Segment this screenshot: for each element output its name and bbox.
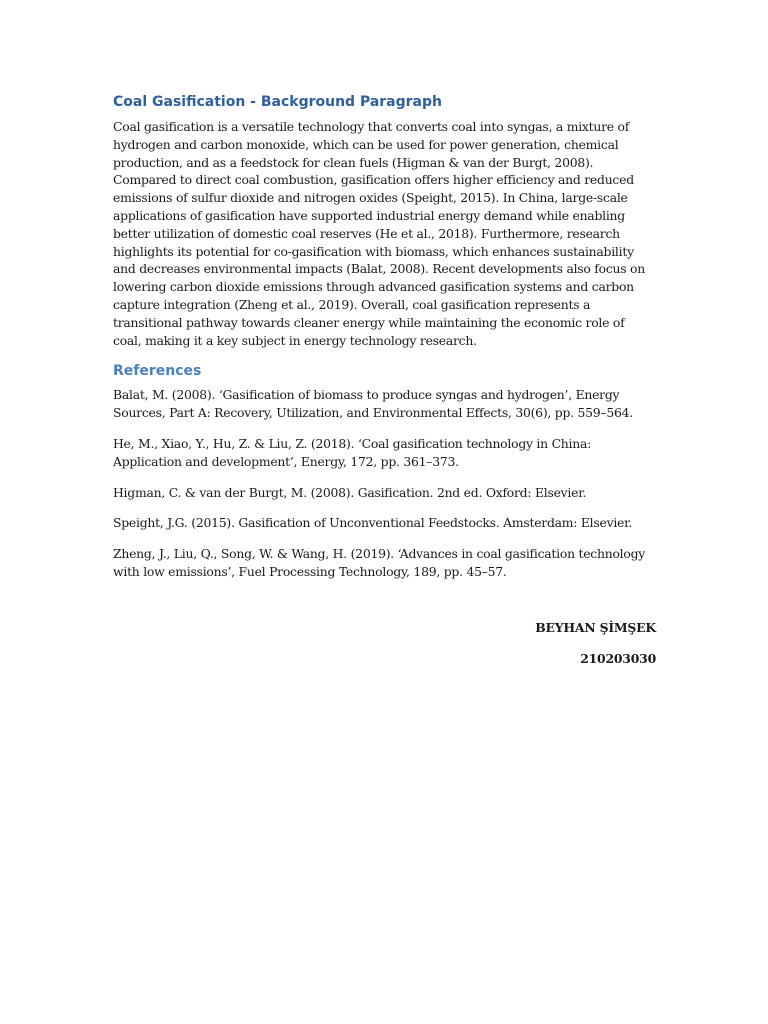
reference-item: He, M., Xiao, Y., Hu, Z. & Liu, Z. (2018). ‘Coal gasification technology in China: Application and development’, Energy, 172, pp. 361–373. (113, 435, 592, 469)
student-id: 210203030 (580, 650, 656, 666)
references-heading: References (113, 363, 202, 380)
document-page (113, 92, 656, 667)
reference-item: Zheng, J., Liu, Q., Song, W. & Wang, H. (2019). ‘Advances in coal gasification technology with low emissions’, Fuel Processing Technology, 189, pp. 45–57. (113, 546, 646, 579)
author-name: BEYHAN ŞİMŞEK (535, 619, 656, 635)
document-title: Coal Gasification - Background Paragraph (113, 94, 442, 110)
reference-item: Speight, J.G. (2015). Gasification of Unconventional Feedstocks. Amsterdam: Elsevier. (113, 515, 633, 531)
background-paragraph: Coal gasification is a versatile technology that converts coal into syngas, a mixture of hydrogen and carbon monoxide, which can be used for power generation, chemical production, and as a feedstock for clean fuels (Higman & van der Burgt, 2008). Compared to direct coal combustion, gasification offers higher efficiency and reduced emissions of sulfur dioxide and nitrogen oxides (Speight, 2015). In China, large-scale applications of gasification have supported industrial energy demand while enabling better utilization of domestic coal reserves (He et al., 2018). Furthermore, research highlights its potential for co-gasification with biomass, which enhances sustainability and decreases environmental impacts (Balat, 2008). Recent developments also focus on lowering carbon dioxide emissions through advanced gasification systems and carbon capture integration (Zheng et al., 2019). Overall, coal gasification represents a transitional pathway towards cleaner energy while maintaining the economic role of coal, making it a key subject in energy technology research. (113, 119, 645, 348)
reference-item: Balat, M. (2008). ‘Gasification of biomass to produce syngas and hydrogen’, Energy Sources, Part A: Recovery, Utilization, and Environmental Effects, 30(6), pp. 559–564. (113, 387, 633, 421)
reference-item: Higman, C. & van der Burgt, M. (2008). Gasification. 2nd ed. Oxford: Elsevier. (113, 484, 587, 500)
references-list (113, 386, 656, 580)
